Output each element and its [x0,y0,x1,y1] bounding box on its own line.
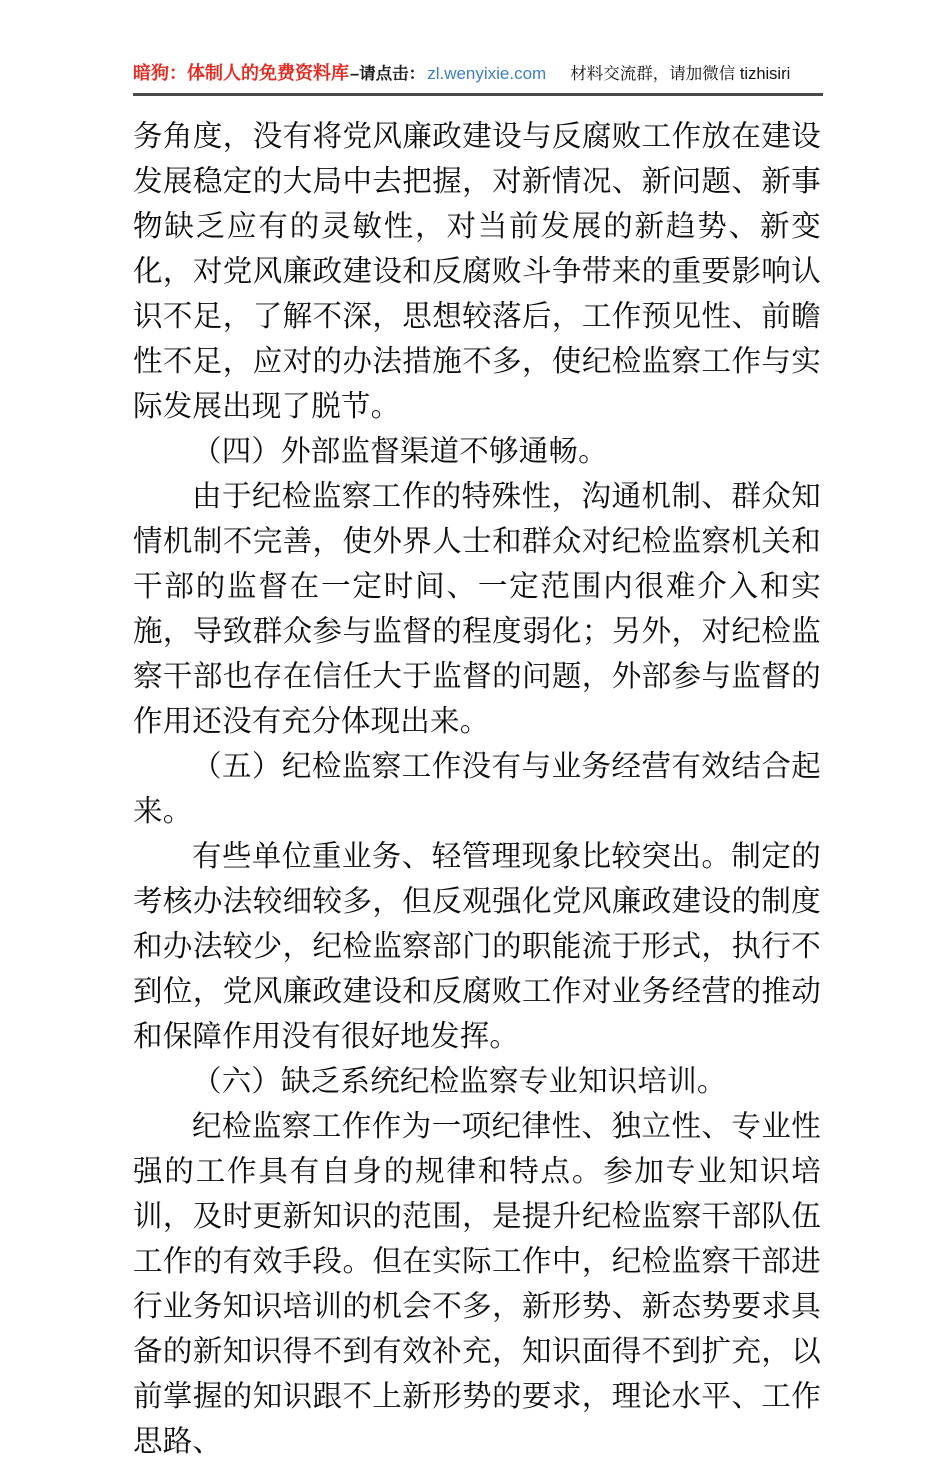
paragraph-section-six: 纪检监察工作作为一项纪律性、独立性、专业性强的工作具有自身的规律和特点。参加专业知识培训，及时更新知识的范围，是提升纪检监察干部队伍工作的有效手段。但在实际工作中，纪检监察干部进行业务知识培训的机会不多，新形势、新态势要求具备的新知识得不到有效补充，知识面得不到扩充，以前掌握的知识跟不上新形势的要求，理论水平、工作思路、 [133,1110,821,1458]
paragraph-continuation: 务角度，没有将党风廉政建设与反腐败工作放在建设发展稳定的大局中去把握，对新情况、新问题、新事物缺乏应有的灵敏性，对当前发展的新趋势、新变化，对党风廉政建设和反腐败斗争带来的重要影响认识不足，了解不深，思想较落后，工作预见性、前瞻性不足，应对的办法措施不多，使纪检监察工作与实际发展出现了脱节。 [133,120,821,423]
header-divider [133,93,823,96]
section-heading-four: （四）外部监督渠道不够通畅。 [192,435,608,468]
document-body [133,114,821,1464]
promo-cta-text: –请点击： [350,65,426,83]
promo-brand-text: 暗狗：体制人的免费资料库 [133,63,349,83]
promo-link[interactable]: zl.wenyixie.com [427,64,547,83]
paragraph-section-five: 有些单位重业务、轻管理现象比较突出。制定的考核办法较细较多，但反观强化党风廉政建设的制度和办法较少，纪检监察部门的职能流于形式，执行不到位，党风廉政建设和反腐败工作对业务经营的推动和保障作用没有很好地发挥。 [133,840,821,1053]
promo-header [133,62,823,85]
section-heading-six: （六）缺乏系统纪检监察专业知识培训。 [192,1065,727,1098]
section-heading-five: （五）纪检监察工作没有与业务经营有效结合起来。 [133,750,821,828]
promo-wechat-text: 材料交流群，请加微信 tizhisiri [570,65,791,83]
promo-header-line [133,62,823,85]
paragraph-section-four: 由于纪检监察工作的特殊性，沟通机制、群众知情机制不完善，使外界人士和群众对纪检监察机关和干部的监督在一定时间、一定范围内很难介入和实施，导致群众参与监督的程度弱化；另外，对纪检监察干部也存在信任大于监督的问题，外部参与监督的作用还没有充分体现出来。 [133,480,821,738]
